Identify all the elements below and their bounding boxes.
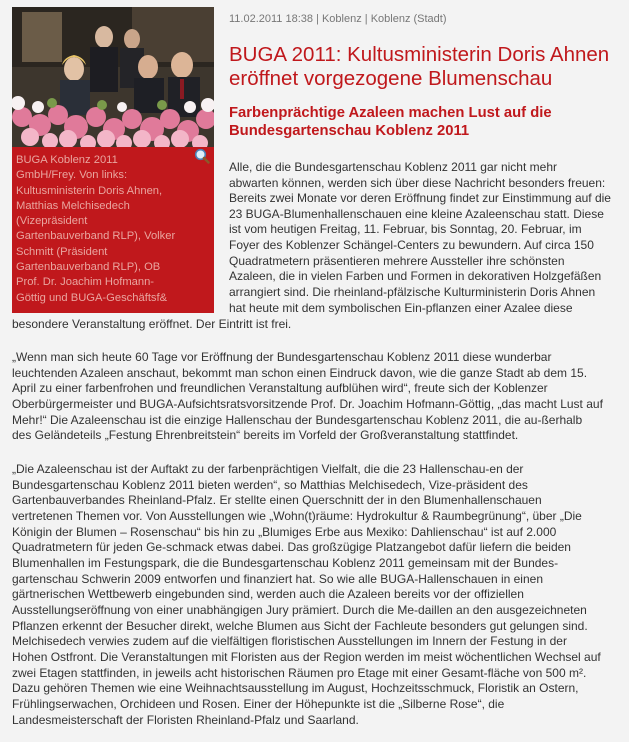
body-line: Pflanzen erkennt der Besucher direkt, welche Blumen aus Sicht der Fachleute besonders gut gelungen sind. <box>12 619 588 633</box>
caption-line: Schmitt (Präsident <box>16 245 108 258</box>
body-line: Mehr!“ Die Azaleenschau ist die einzige Hallenschau der Bundesgartenschau Koblenz 2011, die au-ßerhalb <box>12 413 583 427</box>
body-line: gartenschau Schwerin 2009 entworfen und finanziert hat. So wie alle BUGA-Hallenschauen in einen <box>12 572 543 586</box>
caption-line: Gartenbauverband RLP), Volker <box>16 230 176 243</box>
body-line: Gartenbauverbandes Rheinland-Pfalz. Er stellte einen Querschnitt der in den Blumenhallenschauen <box>12 493 542 507</box>
body-line: Quadratmetern präsentieren mehrere Aussteller ihre schönsten <box>229 254 565 268</box>
body-line: Dazu gehören Themen wie eine Weihnachtsausstellung im August, Hochzeitsschmuck, Floristik an Ostern, <box>12 681 579 695</box>
body-line: Quadratmetern für jeden Ge-schmack etwas dabei. Das großzügige Platzangebot dafür liefern die beiden <box>12 540 571 554</box>
caption-line: Gartenbauverband RLP), OB <box>16 261 161 274</box>
body-line: Bereits zwei Monate vor deren Eröffnung findet zur Einstimmung auf die <box>229 191 611 205</box>
caption-line: BUGA Koblenz 2011 <box>16 154 118 166</box>
caption-line: Göttig und BUGA-Geschäftsf& <box>16 291 168 304</box>
body-line: zwei Etagen stattfinden, in jeweils acht historischen Räumen pro Etage mit einer Gesamt-fläche von 500 m². <box>12 666 587 680</box>
body-line: Königin der Blumen – Rosenschau“ bis hin zu „Blumiges Erbe aus Mexiko: Dahlienschau“ ist auf 2.000 <box>12 525 557 539</box>
photo-illustration <box>12 7 214 147</box>
headline-line: BUGA 2011: Kultusministerin Doris Ahnen <box>229 43 610 66</box>
body-line: ist vom heutigen Freitag, 11. Februar, bis Sonntag, 20. Februar, im <box>229 222 582 236</box>
body-line: Foyer des Koblenzer Schängel-Centers zu bewundern. Auf circa 150 <box>229 238 594 252</box>
caption-line: (Vizepräsident <box>16 215 88 228</box>
photo-caption <box>16 153 202 306</box>
body-line: Landesmeisterschaft der Floristen Rheinland-Pfalz und Saarland. <box>12 713 359 727</box>
body-line: des Geländeteils „Festung Ehrenbreitstein“ bereits im Vorfeld der Großveranstaltung stattfindet. <box>12 428 519 442</box>
caption-line: Matthias Melchisedech <box>16 199 130 212</box>
body-line: „Wenn man sich heute 60 Tage vor Eröffnung der Bundesgartenschau Koblenz 2011 diese wunderbar <box>12 350 552 364</box>
body-line: gärtnerischen Wettbewerb eingebunden sind, werden auch die Azaleen bereits vor der offiziellen <box>12 587 524 601</box>
body-line: Blumenhallen im Festungspark, die die Bundesgartenschau Koblenz 2011 gemeinsam mit der Bundes- <box>12 556 559 570</box>
magnifier-icon[interactable] <box>194 148 210 164</box>
photo-box <box>12 7 214 313</box>
body-line: Azaleen, die in vielen Farben und Formen in dekorativen Holzgefäßen <box>229 269 602 283</box>
body-line: „Die Azaleenschau ist der Auftakt zu der farbenprächtigen Vielfalt, die die 23 Hallenschau-en der <box>12 462 524 476</box>
body-line: hat heute mit dem symbolischen Ein-pflanzen einer Azalee diese <box>229 301 573 315</box>
body-line: Oberbürgermeister und BUGA-Aufsichtsratsvorsitzende Prof. Dr. Joachim Hofmann-Göttig, „das macht Lust auf <box>12 397 603 411</box>
caption-line: Prof. Dr. Joachim Hofmann- <box>16 276 155 289</box>
body-line: arrangiert sind. Die rheinland-pfälzische Kulturministerin Doris Ahnen <box>229 285 596 299</box>
body-line: Frühlingserwachen, Orchideen und Rosen. Einer der Höhepunkte ist die „Silberne Rose“, die <box>12 697 505 711</box>
body-line: Ausstellungseröffnung von einer unabhängigen Jury prämiert. Durch die Me-daillen an den ausgezeichneten <box>12 603 587 617</box>
article-photo[interactable] <box>12 7 214 147</box>
subheadline-line: Farbenprächtige Azaleen machen Lust auf die <box>229 105 552 121</box>
headline-line: eröffnet vorgezogene Blumenschau <box>229 67 553 90</box>
body-line: vertretenen Themen vor. Von Ausstellungen wie „Wohn(t)räume: Hydrokultur & Raumbegrünung“, über „Die <box>12 509 582 523</box>
body-line: leuchtenden Azaleen anschaut, bekommt man schon einen Eindruck davon, wie die ganze Stadt ab dem 15. <box>12 366 588 380</box>
article-meta: 11.02.2011 18:38 | Koblenz | Koblenz (Stadt) <box>229 13 447 25</box>
body-line: 23 BUGA-Blumenhallenschauen eine kleine Azaleenschau statt. Diese <box>229 207 604 221</box>
body-line: Melchisedech verwies zudem auf die vielfältigen floristischen Ausstellungen im Innern der Festung in der <box>12 634 567 648</box>
body-line: Hohen Ostfront. Die Veranstaltungen mit Floristen aus der Region werden im meist wöchentlichen Wechsel auf <box>12 650 601 664</box>
body-line: Bundesgartenschau Koblenz 2011 bieten werden“, so Matthias Melchisedech, Vize-präsident des <box>12 478 528 492</box>
caption-line: Kultusministerin Doris Ahnen, <box>16 184 163 197</box>
body-line: besondere Veranstaltung eröffnet. Der Eintritt ist frei. <box>12 317 292 331</box>
body-line: Alle, die die Bundesgartenschau Koblenz 2011 gar nicht mehr <box>229 160 557 174</box>
subheadline-line: Bundesgartenschau Koblenz 2011 <box>229 123 470 139</box>
body-line: abwarten können, werden sich über diese Nachricht besonders freuen: <box>229 176 606 190</box>
headline <box>229 43 619 91</box>
caption-line: GmbH/Frey. Von links: <box>16 169 128 182</box>
body-line: April zu einer farbenfrohen und freundlichen Veranstaltung aufblühen wird“, freute sich der Koblenzer <box>12 381 548 395</box>
subheadline <box>229 104 609 140</box>
